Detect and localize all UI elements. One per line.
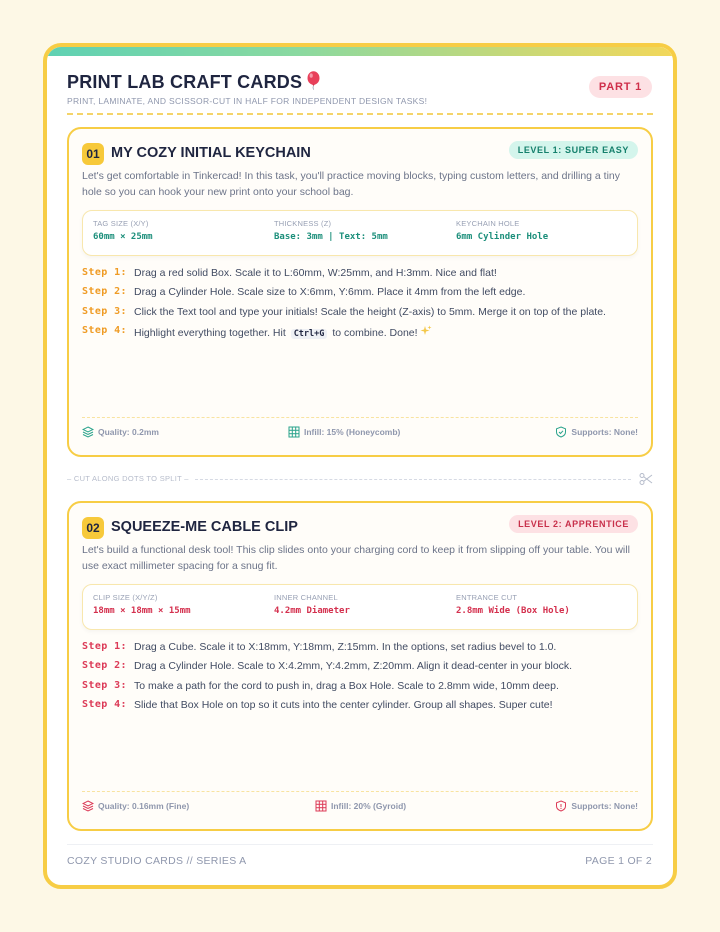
- cut-label-text: CUT ALONG DOTS TO SPLIT: [73, 474, 182, 483]
- spec-label: TAG SIZE (X/Y): [93, 219, 149, 228]
- supports-text: Supports: None!: [571, 801, 638, 811]
- step-4: [82, 325, 638, 341]
- step-label: Step 2:: [82, 660, 127, 671]
- part-badge: PART 1: [589, 76, 652, 98]
- step-label: Step 1:: [82, 267, 127, 278]
- page-footer-divider: [67, 844, 653, 845]
- step-text: Drag a Cylinder Hole. Scale to X:4.2mm, Y:4.2mm, Z:20mm. Align it dead-center in your block.: [134, 660, 573, 672]
- shield-icon: [555, 800, 567, 812]
- step-label: Step 4:: [82, 325, 127, 336]
- card-intro: Let's get comfortable in Tinkercad! In this task, you'll practice moving blocks, typing custom letters, and drilling a tiny hole so you can hook your new print onto your school bag.: [82, 170, 621, 198]
- spec-label: ENTRANCE CUT: [456, 593, 518, 602]
- step-label: Step 4:: [82, 699, 127, 710]
- step-text: Drag a Cube. Scale it to X:18mm, Y:18mm, Z:15mm. In the options, set radius bevel to 1.0.: [134, 641, 557, 653]
- page-title: [67, 71, 321, 93]
- step-4: [82, 699, 638, 715]
- step-text-after: to combine. Done!: [332, 327, 418, 339]
- spec-panel: [82, 584, 638, 630]
- step-text-before: Highlight everything together. Hit: [134, 327, 286, 339]
- supports-text: Supports: None!: [571, 427, 638, 437]
- scissors-icon: [639, 472, 653, 486]
- step-label: Step 1:: [82, 641, 127, 652]
- layers-icon: [82, 800, 94, 812]
- spec-value: 4.2mm Diameter: [274, 606, 350, 616]
- quality-text: Quality: 0.16mm (Fine): [98, 801, 190, 811]
- step-2: [82, 286, 638, 302]
- print-infill: [315, 799, 406, 813]
- step-2: [82, 660, 638, 676]
- level-badge: LEVEL 1: SUPER EASY: [509, 141, 638, 159]
- step-text: Drag a Cylinder Hole. Scale size to X:6mm, Y:6mm. Place it 4mm from the left edge.: [134, 286, 526, 298]
- print-supports: [555, 799, 638, 813]
- print-quality: [82, 799, 189, 813]
- step-label: Step 2:: [82, 286, 127, 297]
- spec-entrance-cut: [456, 593, 570, 616]
- spec-keychain-hole: [456, 219, 548, 242]
- step-3: [82, 680, 638, 696]
- step-text: [134, 325, 432, 339]
- page-number: PAGE 1 OF 2: [585, 855, 652, 867]
- page-subtitle: PRINT, LAMINATE, AND SCISSOR-CUT IN HALF FOR INDEPENDENT DESIGN TASKS!: [67, 96, 428, 106]
- step-3: [82, 306, 638, 322]
- card-intro: Let's build a functional desk tool! This clip slides onto your charging cord to keep it from slipping off your table. You will use exact millimeter spacing for a snug fit.: [82, 544, 630, 572]
- spec-value: 60mm × 25mm: [93, 232, 153, 242]
- card-title: SQUEEZE-ME CABLE CLIP: [111, 519, 298, 535]
- spec-label: THICKNESS (Z): [274, 219, 332, 228]
- spec-inner-channel: [274, 593, 350, 616]
- step-text: To make a path for the cord to push in, drag a Box Hole. Scale to 2.8mm wide, 10mm deep.: [134, 680, 559, 692]
- header-divider: [67, 113, 653, 115]
- cut-guide: [67, 471, 653, 487]
- grid-icon: [288, 426, 300, 438]
- layers-icon: [82, 426, 94, 438]
- card-footer-divider: [82, 791, 638, 792]
- shield-icon: [555, 426, 567, 438]
- print-quality: [82, 425, 159, 439]
- grid-icon: [315, 800, 327, 812]
- cut-dashed-line: [195, 479, 631, 480]
- spec-label: KEYCHAIN HOLE: [456, 219, 520, 228]
- print-infill: [288, 425, 400, 439]
- spec-label: CLIP SIZE (X/Y/Z): [93, 593, 158, 602]
- card-title: MY COZY INITIAL KEYCHAIN: [111, 145, 311, 161]
- spec-panel: [82, 210, 638, 256]
- top-gradient-bar: [47, 47, 673, 56]
- spec-clip-size: [93, 593, 191, 616]
- spec-value: 18mm × 18mm × 15mm: [93, 606, 191, 616]
- print-supports: [555, 425, 638, 439]
- craft-card-sheet: [43, 43, 677, 889]
- spec-value: Base: 3mm | Text: 5mm: [274, 232, 388, 242]
- spec-value: 2.8mm Wide (Box Hole): [456, 606, 570, 616]
- spec-thickness: [274, 219, 388, 242]
- sparkle-icon: [420, 325, 432, 337]
- step-text: Drag a red solid Box. Scale it to L:60mm, W:25mm, and H:3mm. Nice and flat!: [134, 267, 497, 279]
- task-card-keychain: [67, 127, 653, 457]
- level-badge: LEVEL 2: APPRENTICE: [509, 515, 638, 533]
- keyboard-shortcut: Ctrl+G: [291, 329, 328, 339]
- step-label: Step 3:: [82, 306, 127, 317]
- task-card-cable-clip: [67, 501, 653, 831]
- card-number-badge: 01: [82, 143, 104, 165]
- spec-value: 6mm Cylinder Hole: [456, 232, 549, 242]
- step-1: [82, 641, 638, 657]
- page-title-text: PRINT LAB CRAFT CARDS: [67, 72, 303, 92]
- spec-tag-size: [93, 219, 153, 242]
- spec-label: INNER CHANNEL: [274, 593, 338, 602]
- step-text: Slide that Box Hole on top so it cuts into the center cylinder. Group all shapes. Super cute!: [134, 699, 553, 711]
- cut-label: – CUT ALONG DOTS TO SPLIT –: [67, 474, 189, 483]
- step-label: Step 3:: [82, 680, 127, 691]
- card-number-badge: 02: [82, 517, 104, 539]
- infill-text: Infill: 20% (Gyroid): [331, 801, 407, 811]
- balloon-icon: [306, 71, 321, 90]
- card-footer-divider: [82, 417, 638, 418]
- quality-text: Quality: 0.2mm: [98, 427, 159, 437]
- series-label: COZY STUDIO CARDS // SERIES A: [67, 855, 247, 867]
- infill-text: Infill: 15% (Honeycomb): [304, 427, 401, 437]
- step-text: Click the Text tool and type your initials! Scale the height (Z-axis) to 5mm. Merge it on top of the plate.: [134, 306, 606, 318]
- step-1: [82, 267, 638, 283]
